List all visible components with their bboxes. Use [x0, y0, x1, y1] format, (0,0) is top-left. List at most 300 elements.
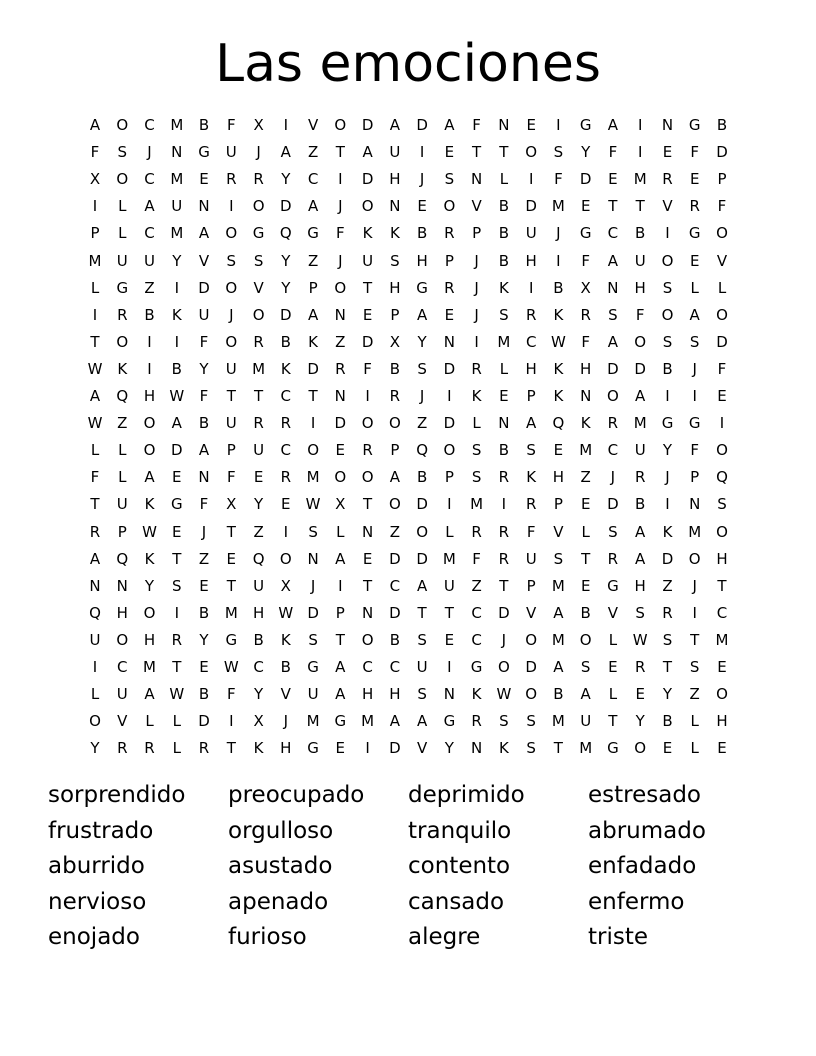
grid-letter: L — [90, 441, 100, 460]
grid-letter: O — [116, 630, 129, 649]
grid-letter: C — [716, 603, 728, 622]
grid-letter: K — [144, 549, 155, 568]
grid-letter: D — [361, 332, 374, 351]
grid-letter: D — [443, 359, 456, 378]
grid-letter: Q — [416, 441, 428, 460]
grid-letter: N — [361, 603, 374, 622]
word-list-item: tranquilo — [408, 817, 512, 844]
grid-letter: S — [717, 495, 727, 514]
grid-letter: E — [444, 305, 455, 324]
grid-letter: A — [198, 224, 210, 243]
grid-letter: H — [252, 603, 265, 622]
grid-letter: G — [688, 414, 701, 433]
grid-letter: O — [334, 468, 347, 487]
grid-letter: W — [87, 414, 103, 433]
grid-letter: T — [90, 495, 100, 514]
grid-letter: B — [280, 658, 291, 676]
grid-letter: N — [334, 305, 346, 324]
grid-letter: T — [608, 197, 618, 216]
grid-letter: F — [226, 468, 236, 487]
grid-letter: I — [447, 387, 452, 405]
grid-letter: A — [89, 387, 101, 405]
grid-letter: B — [635, 224, 646, 243]
grid-letter: R — [444, 224, 455, 243]
grid-letter: J — [692, 359, 697, 378]
grid-letter: A — [553, 603, 564, 622]
grid-letter: R — [117, 305, 128, 324]
grid-letter: I — [147, 332, 152, 351]
grid-letter: D — [607, 359, 619, 378]
grid-letter: R — [226, 170, 237, 189]
grid-letter: S — [635, 603, 645, 622]
grid-letter: D — [307, 359, 319, 378]
grid-letter: E — [226, 549, 237, 568]
grid-letter: B — [553, 278, 564, 297]
grid-letter: T — [226, 522, 236, 541]
grid-letter: K — [471, 685, 482, 704]
grid-letter: N — [307, 549, 319, 568]
grid-letter: S — [417, 630, 427, 649]
grid-letter: S — [226, 251, 237, 270]
grid-letter: A — [335, 685, 346, 704]
grid-letter: A — [362, 143, 373, 162]
word-list-item: enfermo — [588, 888, 685, 915]
grid-letter: C — [607, 441, 619, 460]
grid-letter: I — [174, 603, 180, 622]
grid-letter: O — [252, 197, 265, 216]
grid-letter: M — [633, 414, 647, 433]
grid-letter: M — [497, 332, 511, 351]
grid-letter: R — [471, 712, 482, 731]
word-list-item: enojado — [48, 924, 140, 950]
grid-letter: B — [416, 468, 428, 487]
word-list-item: frustrado — [48, 817, 154, 844]
grid-letter: E — [281, 495, 291, 514]
grid-letter: Z — [307, 143, 319, 162]
grid-letter: T — [172, 549, 182, 568]
grid-letter: Y — [199, 630, 209, 649]
grid-letter: H — [634, 576, 646, 595]
grid-letter: V — [416, 739, 428, 758]
grid-letter: H — [416, 251, 428, 270]
grid-letter: Y — [281, 278, 291, 297]
grid-letter: F — [199, 495, 209, 514]
grid-letter: G — [416, 278, 428, 297]
grid-letter: I — [92, 305, 98, 324]
grid-letter: O — [225, 278, 238, 297]
grid-letter: D — [307, 603, 319, 622]
grid-letter: L — [336, 522, 345, 541]
grid-letter: H — [525, 359, 537, 378]
grid-letter: R — [280, 414, 292, 433]
grid-letter: S — [499, 712, 509, 731]
grid-letter: P — [226, 441, 236, 460]
grid-letter: S — [662, 332, 673, 351]
grid-letter: G — [334, 712, 347, 731]
grid-letter: L — [717, 278, 727, 297]
grid-letter: A — [526, 414, 537, 433]
grid-letter: O — [361, 630, 374, 649]
grid-letter: K — [580, 414, 591, 433]
grid-letter: T — [553, 739, 563, 758]
grid-letter: T — [254, 387, 264, 405]
grid-letter: M — [170, 170, 184, 189]
grid-letter: U — [116, 685, 128, 704]
grid-letter: H — [716, 712, 728, 731]
grid-letter: K — [498, 278, 509, 297]
grid-letter: O — [716, 441, 728, 460]
grid-letter: O — [143, 441, 156, 460]
grid-letter: E — [199, 658, 209, 676]
grid-letter: C — [144, 224, 155, 243]
grid-letter: S — [471, 441, 482, 460]
grid-letter: S — [662, 278, 673, 297]
grid-letter: O — [634, 739, 647, 758]
grid-letter: I — [719, 414, 725, 433]
grid-letter: V — [117, 712, 128, 731]
grid-letter: I — [528, 170, 534, 189]
grid-letter: B — [498, 224, 510, 243]
grid-letter: B — [580, 603, 591, 622]
grid-letter: O — [334, 278, 347, 297]
grid-letter: Y — [281, 170, 291, 189]
grid-letter: F — [472, 116, 481, 134]
grid-letter: L — [118, 224, 127, 243]
grid-letter: T — [662, 658, 673, 676]
grid-letter: L — [445, 522, 454, 541]
grid-letter: D — [389, 739, 401, 758]
grid-letter: L — [145, 712, 154, 731]
grid-letter: Z — [198, 549, 210, 568]
grid-letter: N — [470, 739, 483, 758]
grid-letter: M — [633, 170, 647, 189]
grid-letter: A — [416, 305, 428, 324]
grid-letter: E — [335, 441, 346, 460]
grid-letter: Y — [254, 685, 264, 704]
word-list-item: furioso — [228, 924, 307, 950]
grid-letter: S — [526, 739, 536, 758]
grid-letter: R — [662, 170, 673, 189]
grid-letter: S — [580, 658, 591, 676]
grid-letter: Q — [116, 549, 129, 568]
grid-letter: F — [335, 224, 345, 243]
grid-letter: O — [497, 658, 510, 676]
grid-letter: D — [198, 278, 210, 297]
grid-letter: H — [580, 359, 592, 378]
grid-letter: A — [389, 468, 401, 487]
grid-letter: A — [280, 143, 291, 162]
grid-letter: A — [144, 197, 155, 216]
grid-letter: L — [118, 468, 127, 487]
grid-letter: D — [661, 549, 674, 568]
grid-letter: I — [229, 712, 234, 731]
grid-letter: D — [389, 603, 401, 622]
grid-letter: R — [253, 170, 264, 189]
grid-letter: D — [171, 441, 183, 460]
grid-letter: F — [608, 143, 618, 162]
grid-letter: K — [117, 359, 128, 378]
grid-letter: G — [579, 116, 592, 134]
grid-letter: O — [579, 630, 592, 649]
grid-letter: E — [253, 468, 264, 487]
grid-letter: X — [253, 712, 264, 731]
grid-letter: E — [335, 739, 346, 758]
grid-letter: J — [419, 170, 425, 189]
grid-letter: E — [417, 197, 427, 216]
grid-letter: B — [498, 441, 510, 460]
grid-letter: G — [661, 414, 674, 433]
grid-letter: J — [501, 630, 507, 649]
grid-letter: F — [472, 549, 481, 568]
grid-letter: Z — [253, 522, 264, 541]
grid-letter: R — [607, 549, 619, 568]
grid-letter: A — [580, 685, 591, 704]
grid-letter: O — [361, 197, 374, 216]
grid-letter: K — [662, 522, 673, 541]
grid-letter: F — [363, 359, 372, 378]
grid-letter: W — [278, 603, 294, 622]
grid-letter: O — [225, 332, 238, 351]
grid-letter: J — [147, 143, 152, 162]
grid-letter: K — [171, 305, 182, 324]
grid-letter: E — [717, 387, 727, 405]
grid-letter: D — [634, 359, 646, 378]
grid-letter: L — [690, 712, 699, 731]
grid-letter: E — [689, 170, 700, 189]
grid-letter: T — [90, 332, 100, 351]
grid-letter: S — [499, 305, 509, 324]
grid-letter: D — [716, 143, 728, 162]
grid-letter: O — [525, 685, 538, 704]
grid-letter: D — [416, 495, 428, 514]
grid-letter: O — [307, 441, 319, 460]
grid-letter: D — [716, 332, 728, 351]
grid-letter: D — [389, 549, 401, 568]
grid-letter: J — [310, 576, 316, 595]
grid-letter: I — [338, 170, 343, 189]
grid-letter: S — [526, 712, 536, 731]
grid-letter: B — [662, 359, 673, 378]
grid-letter: K — [280, 359, 291, 378]
grid-letter: F — [581, 332, 590, 351]
grid-letter: F — [90, 143, 100, 162]
grid-letter: Q — [716, 468, 728, 487]
grid-letter: J — [338, 251, 343, 270]
grid-letter: F — [635, 305, 645, 324]
grid-letter: C — [525, 332, 537, 351]
grid-letter: D — [525, 197, 537, 216]
word-list-item: asustado — [228, 853, 333, 879]
grid-letter: K — [471, 387, 482, 405]
grid-letter: K — [144, 495, 155, 514]
grid-letter: N — [334, 387, 346, 405]
grid-letter: A — [307, 305, 319, 324]
grid-letter: B — [416, 224, 428, 243]
grid-letter: D — [280, 197, 292, 216]
grid-letter: H — [389, 278, 401, 297]
grid-letter: J — [610, 468, 616, 487]
grid-letter: T — [499, 143, 509, 162]
grid-letter: X — [280, 576, 291, 595]
grid-letter: I — [556, 116, 561, 134]
grid-letter: R — [253, 332, 264, 351]
grid-letter: W — [87, 359, 103, 378]
grid-letter: U — [307, 685, 319, 704]
grid-letter: Z — [689, 685, 700, 704]
grid-letter: Z — [335, 332, 346, 351]
grid-letter: B — [144, 305, 155, 324]
grid-letter: O — [661, 251, 674, 270]
grid-letter: B — [198, 603, 210, 622]
grid-letter: N — [443, 685, 455, 704]
grid-letter: F — [690, 441, 699, 460]
grid-letter: C — [144, 170, 155, 189]
grid-letter: U — [525, 549, 537, 568]
grid-letter: I — [447, 658, 452, 676]
grid-letter: A — [635, 387, 646, 405]
grid-letter: T — [499, 576, 509, 595]
grid-letter: E — [662, 143, 673, 162]
grid-letter: T — [608, 712, 618, 731]
grid-letter: G — [470, 658, 483, 676]
grid-letter: S — [689, 332, 700, 351]
grid-letter: H — [361, 685, 374, 704]
grid-letter: Q — [116, 387, 129, 405]
grid-letter: D — [280, 305, 292, 324]
grid-letter: D — [198, 712, 210, 731]
grid-letter: U — [225, 414, 237, 433]
grid-letter: C — [280, 441, 292, 460]
grid-letter: L — [118, 197, 127, 216]
grid-letter: B — [198, 414, 210, 433]
grid-letter: O — [388, 414, 401, 433]
grid-letter: L — [581, 522, 590, 541]
grid-letter: U — [225, 359, 237, 378]
grid-letter: A — [171, 414, 182, 433]
grid-letter: F — [199, 332, 209, 351]
grid-letter: M — [252, 359, 266, 378]
grid-letter: O — [361, 414, 374, 433]
grid-letter: M — [579, 739, 593, 758]
grid-letter: N — [89, 576, 101, 595]
grid-letter: S — [253, 251, 264, 270]
grid-letter: I — [637, 143, 643, 162]
grid-letter: L — [472, 414, 481, 433]
grid-letter: U — [144, 251, 155, 270]
grid-letter: A — [416, 712, 428, 731]
grid-letter: W — [632, 630, 648, 649]
grid-letter: U — [89, 630, 101, 649]
grid-letter: Y — [199, 359, 209, 378]
grid-letter: A — [144, 685, 155, 704]
page-title: Las emociones — [215, 34, 601, 94]
grid-letter: C — [307, 170, 319, 189]
grid-letter: D — [416, 549, 428, 568]
grid-letter: J — [692, 576, 697, 595]
grid-letter: P — [717, 170, 727, 189]
grid-letter: P — [390, 305, 400, 324]
word-list-item: triste — [588, 924, 649, 950]
grid-letter: G — [607, 739, 619, 758]
grid-letter: O — [661, 305, 674, 324]
word-list-item: abrumado — [588, 817, 706, 844]
word-list-item: contento — [408, 853, 511, 879]
grid-letter: A — [553, 658, 564, 676]
grid-letter: M — [551, 630, 565, 649]
grid-letter: C — [471, 630, 482, 649]
grid-letter: A — [89, 549, 101, 568]
grid-letter: G — [252, 224, 265, 243]
grid-letter: N — [361, 522, 374, 541]
grid-letter: R — [662, 603, 673, 622]
grid-letter: M — [88, 251, 102, 270]
grid-letter: O — [634, 332, 647, 351]
grid-letter: H — [389, 685, 401, 704]
grid-letter: Z — [662, 576, 673, 595]
grid-letter: S — [117, 143, 128, 162]
grid-letter: G — [198, 143, 210, 162]
grid-letter: O — [116, 170, 129, 189]
grid-letter: I — [556, 251, 561, 270]
grid-letter: I — [283, 522, 289, 541]
grid-letter: K — [526, 468, 537, 487]
grid-letter: X — [226, 495, 237, 514]
grid-letter: G — [607, 576, 619, 595]
grid-letter: P — [526, 576, 536, 595]
grid-letter: I — [229, 197, 234, 216]
word-list-item: cansado — [408, 888, 505, 915]
grid-letter: N — [171, 143, 183, 162]
grid-letter: K — [389, 224, 400, 243]
grid-letter: N — [580, 387, 592, 405]
grid-letter: L — [90, 685, 100, 704]
grid-letter: L — [172, 739, 181, 758]
grid-letter: Y — [417, 332, 427, 351]
grid-letter: O — [361, 468, 374, 487]
grid-letter: X — [335, 495, 346, 514]
word-list-item: orgulloso — [228, 817, 334, 844]
grid-letter: B — [498, 197, 510, 216]
grid-letter: J — [474, 305, 479, 324]
grid-letter: E — [635, 685, 645, 704]
grid-letter: E — [580, 197, 591, 216]
word-list-item: nervioso — [48, 888, 147, 915]
grid-letter: G — [688, 224, 701, 243]
grid-letter: C — [471, 603, 482, 622]
grid-letter: H — [552, 468, 565, 487]
grid-letter: D — [525, 658, 537, 676]
grid-letter: H — [143, 387, 156, 405]
word-list-item: preocupado — [228, 782, 365, 808]
word-list-item: enfadado — [588, 853, 697, 879]
grid-letter: L — [690, 739, 699, 758]
grid-letter: N — [470, 170, 483, 189]
grid-letter: C — [144, 116, 155, 134]
grid-letter: P — [308, 278, 318, 297]
grid-letter: P — [335, 603, 345, 622]
grid-letter: T — [363, 576, 373, 595]
grid-letter: I — [692, 387, 697, 405]
grid-letter: E — [362, 305, 373, 324]
grid-letter: V — [553, 522, 564, 541]
grid-letter: P — [444, 468, 454, 487]
grid-letter: P — [472, 224, 482, 243]
grid-letter: P — [690, 468, 700, 487]
grid-letter: R — [498, 522, 510, 541]
grid-letter: S — [526, 441, 536, 460]
grid-letter: K — [362, 224, 373, 243]
grid-letter: Z — [580, 468, 591, 487]
